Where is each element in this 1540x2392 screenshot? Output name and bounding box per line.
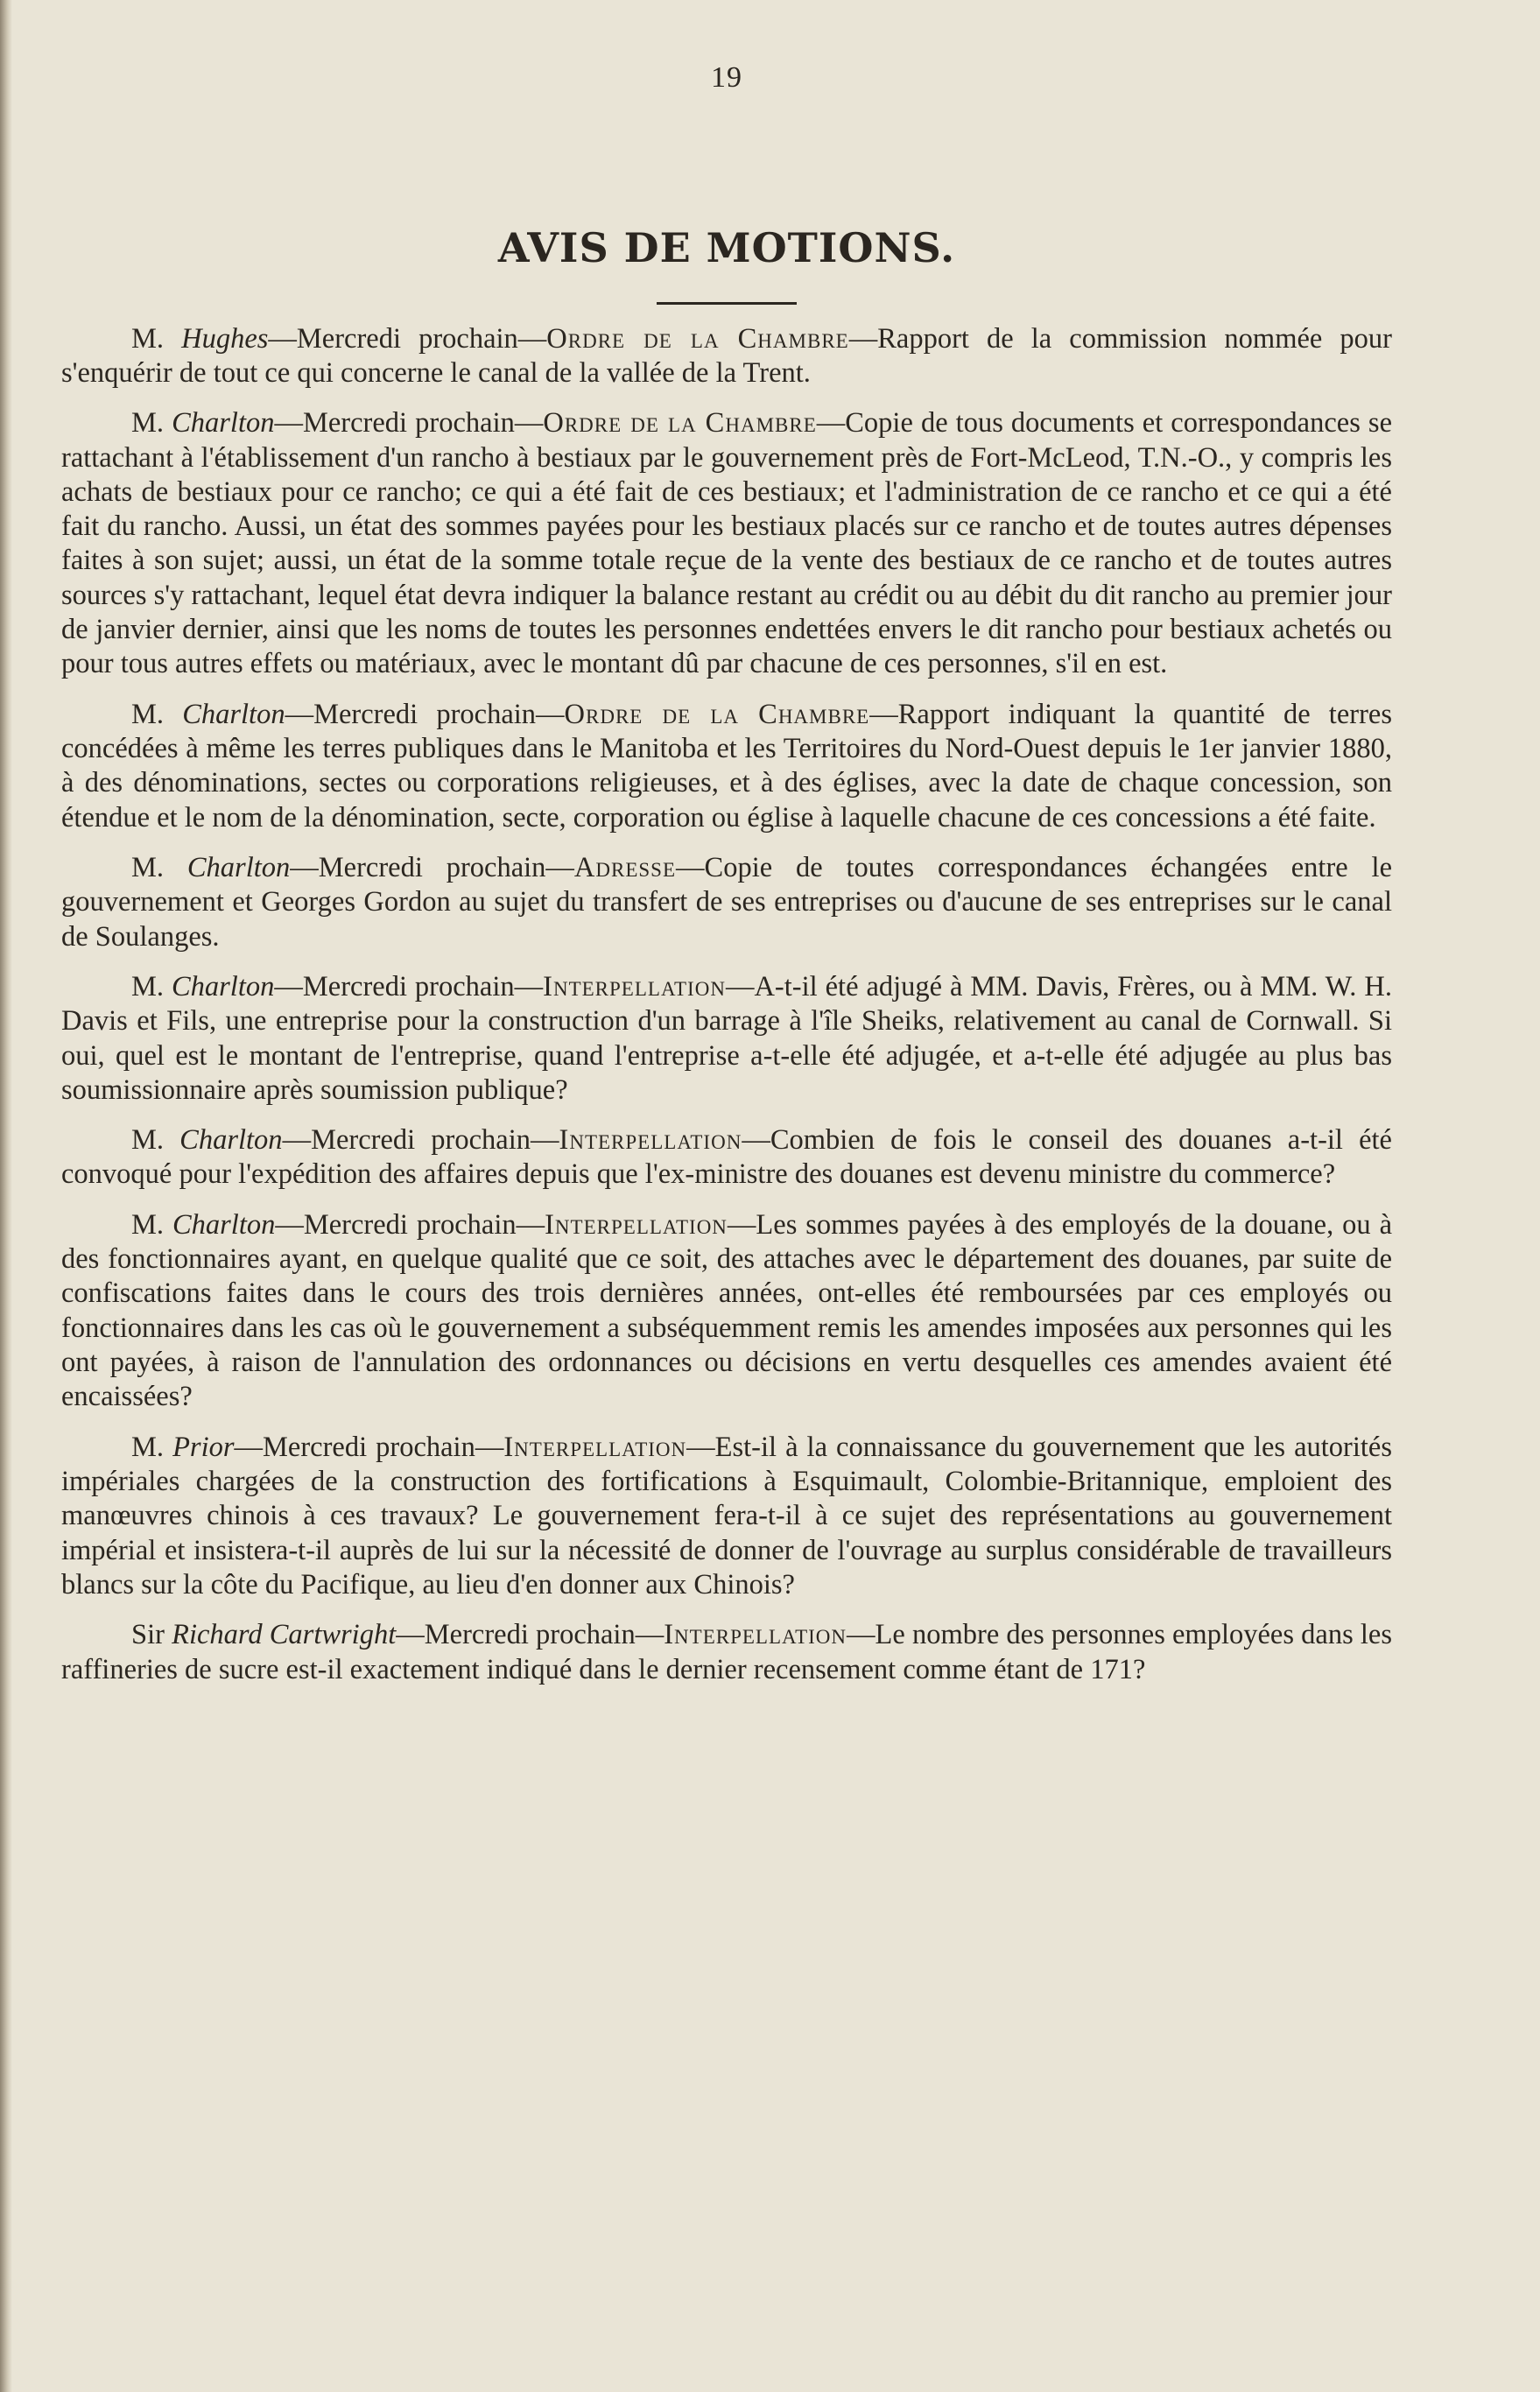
motion-body: Copie de tous documents et correspondances se rattachant à l'établissement d'un rancho à bestiaux par le gouvernement près de Fort-McLeod, T.N.-O., y compris les achats de bestiaux pour ce rancho; ce qui a été fait de ces bestiaux; et l'administration de ce rancho et ce qui a été fait du rancho. Aussi, un état des sommes payées pour les bestiaux placés sur ce rancho et de toutes autres dépenses faites à son sujet; aussi, un état de la somme totale reçue de la vente des bestiaux de ce rancho et de toutes autres sources s'y rattachant, lequel état devra indiquer la balance restant au crédit ou au débit du dit rancho au premier jour de janvier dernier, ainsi que les noms de toutes les personnes endettées envers le dit rancho pour bestiaux achetés ou pour tous autres effets ou matériaux, avec le montant dû par chacune de ces personnes, s'il en est.	[61, 407, 1392, 680]
motion-separator: —Mercredi prochain—	[234, 1431, 504, 1463]
motion-separator: —Mercredi prochain—	[268, 322, 547, 355]
motion-separator: —	[742, 1124, 770, 1157]
motions-list	[61, 322, 1392, 1687]
page-binding-edge	[0, 0, 12, 2392]
motion-prefix: M.	[131, 1431, 173, 1463]
motion-separator: —Mercredi prochain—	[290, 851, 574, 883]
motion-body: A-t-il été adjugé à MM. Davis, Frères, ou à MM. W. H. Davis et Fils, une entreprise pour la construction d'un barrage à l'île Sheiks, relativement au canal de Cornwall. Si oui, quel est le montant de l'entreprise, quand l'entreprise a-t-elle été adjugée, et a-t-elle été adjugée au plus bas soumissionnaire après soumission publique?	[61, 970, 1392, 1106]
motion-separator: —	[869, 698, 898, 730]
motion-body: Rapport de la commission nommée pour s'enquérir de tout ce qui concerne le canal de la vallée de la Trent.	[61, 322, 1392, 389]
motion-rubric: Ordre de la Chambre	[564, 698, 870, 730]
motion-separator: —Mercredi prochain—	[282, 1124, 559, 1157]
motion-body: Est-il à la connaissance du gouvernement que les autorités impériales chargées de la construction des fortifications à Esquimault, Colombie-Britannique, emploient des manœuvres chinois à ces travaux? Le gouvernement fera-t-il à ce sujet des représentations au gouvernement impérial et insistera-t-il auprès de lui sur la nécessité de donner de l'ouvrage au surplus considérable de travailleurs blancs sur la côte du Pacifique, au lieu d'en donner aux Chinois?	[61, 1431, 1392, 1601]
motion-member: Richard Cartwright	[172, 1619, 397, 1651]
motion-prefix: M.	[131, 1208, 172, 1241]
motion-paragraph	[61, 1208, 1392, 1415]
motion-prefix: M.	[131, 970, 172, 1003]
motion-separator: —	[725, 970, 755, 1003]
motion-paragraph	[61, 1123, 1392, 1192]
motion-prefix: M.	[131, 322, 182, 355]
motion-separator: —	[816, 407, 846, 440]
motion-paragraph	[61, 1431, 1392, 1603]
motion-body: Le nombre des personnes employées dans les raffineries de sucre est-il exactement indiqué dans le dernier recensement comme étant de 171?	[61, 1619, 1392, 1685]
document-page	[61, 61, 1392, 1703]
motion-rubric: Interpellation	[559, 1124, 742, 1157]
motion-paragraph	[61, 406, 1392, 682]
motion-body: Combien de fois le conseil des douanes a-t-il été convoqué pour l'expédition des affaires depuis que l'ex-ministre des douanes est devenu ministre du commerce?	[61, 1124, 1392, 1191]
motion-paragraph	[61, 698, 1392, 835]
motion-separator: —Mercredi prochain—	[275, 1208, 545, 1241]
motion-paragraph	[61, 322, 1392, 391]
motion-member: Charlton	[182, 698, 285, 730]
motion-member: Charlton	[172, 407, 275, 440]
motion-rubric: Interpellation	[664, 1619, 847, 1651]
motion-prefix: Sir	[131, 1619, 172, 1651]
motion-member: Charlton	[171, 970, 275, 1003]
motion-member: Hughes	[181, 322, 269, 355]
motion-separator: —	[686, 1431, 715, 1463]
section-title: AVIS DE MOTIONS.	[497, 224, 956, 271]
motion-prefix: M.	[131, 698, 183, 730]
motion-rubric: Interpellation	[543, 970, 726, 1003]
motion-rubric: Ordre de la Chambre	[546, 322, 849, 355]
motion-paragraph	[61, 970, 1392, 1108]
motion-prefix: M.	[131, 1124, 180, 1157]
motion-paragraph	[61, 851, 1392, 954]
motion-rubric: Ordre de la Chambre	[543, 407, 817, 440]
motion-separator: —Mercredi prochain—	[285, 698, 565, 730]
motion-rubric: Interpellation	[503, 1431, 687, 1463]
motion-member: Prior	[172, 1431, 235, 1463]
motion-member: Charlton	[172, 1208, 276, 1241]
motion-rubric: Interpellation	[545, 1208, 728, 1241]
motion-paragraph	[61, 1618, 1392, 1687]
motion-separator: —	[848, 322, 878, 355]
motion-separator: —	[676, 851, 705, 883]
motion-prefix: M.	[131, 407, 172, 440]
motion-rubric: Adresse	[573, 851, 677, 883]
motion-member: Charlton	[186, 851, 291, 883]
motion-body: Copie de toutes correspondances échangées entre le gouvernement et Georges Gordon au sujet du transfert de ses entreprises ou d'aucune de ses entreprises sur le canal de Soulanges.	[61, 851, 1392, 953]
motion-separator: —	[727, 1208, 756, 1241]
motion-separator: —Mercredi prochain—	[396, 1619, 665, 1651]
page-number: 19	[711, 61, 742, 94]
motion-body: Rapport indiquant la quantité de terres concédées à même les terres publiques dans le Manitoba et les Territoires du Nord-Ouest depuis le 1er janvier 1880, à des dénominations, sectes ou corporations religieuses, et à des églises, avec la date de chaque concession, son étendue et le nom de la dénomination, secte, corporation ou église à laquelle chacune de ces concessions a été faite.	[61, 698, 1392, 834]
motion-separator: —Mercredi prochain—	[274, 407, 544, 440]
motion-body: Les sommes payées à des employés de la douane, ou à des fonctionnaires ayant, en quelque qualité que ce soit, des attaches avec le département des douanes, par suite de confiscations faites dans le cours des trois dernières années, ont-elles été remboursées par ces employés ou fonctionnaires dans les cas où le gouvernement a subséquemment remis les amendes imposées aux personnes qui les ont payées, à raison de l'annulation des ordonnances ou décisions en vertu desquelles ces amendes avaient été encaissées?	[61, 1208, 1392, 1413]
title-rule	[657, 302, 797, 305]
motion-separator: —Mercredi prochain—	[274, 970, 544, 1003]
motion-prefix: M.	[131, 851, 187, 883]
motion-separator: —	[847, 1619, 875, 1651]
motion-member: Charlton	[179, 1124, 283, 1157]
